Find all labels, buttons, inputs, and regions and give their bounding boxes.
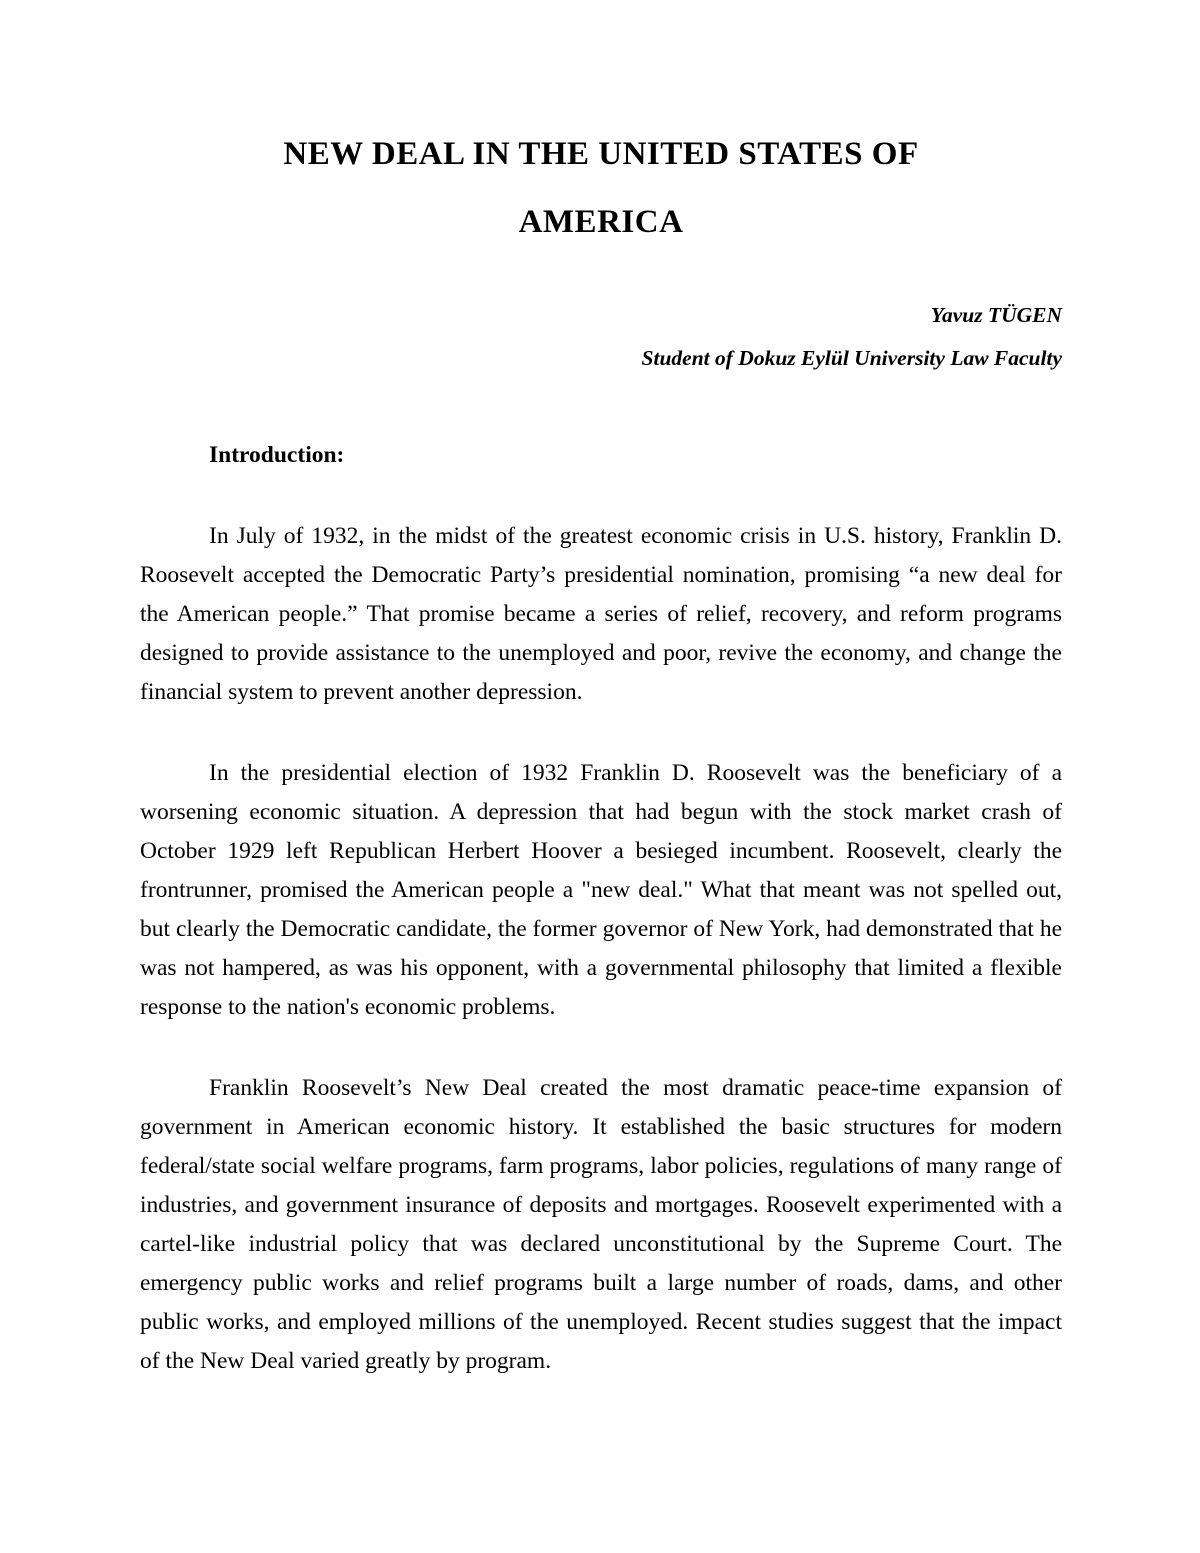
paragraph: In the presidential election of 1932 Franklin D. Roosevelt was the beneficiary of a worsening economic situation. A depression that had begun with the stock market crash of October 1929 left Republican Herbert Hoover a besieged incumbent. Roosevelt, clearly the frontrunner, promised the American people a "new deal." What that meant was not spelled out, but clearly the Democratic candidate, the former governor of New York, had demonstrated that he was not hampered, as was his opponent, with a governmental philosophy that limited a flexible response to the nation's economic problems. <box>140 760 1062 1020</box>
paragraph: In July of 1932, in the midst of the greatest economic crisis in U.S. history, Franklin D. Roosevelt accepted the Democratic Party’s presidential nomination, promising “a new deal for the American people.” That promise became a series of relief, recovery, and reform programs designed to provide assistance to the unemployed and poor, revive the economy, and change the financial system to prevent another depression. <box>140 523 1062 705</box>
paragraph: Franklin Roosevelt’s New Deal created the most dramatic peace-time expansion of government in American economic history. It established the basic structures for modern federal/state social welfare programs, farm programs, labor policies, regulations of many range of industries, and government insurance of deposits and mortgages. Roosevelt experimented with a cartel-like industrial policy that was declared unconstitutional by the Supreme Court. The emergency public works and relief programs built a large number of roads, dams, and other public works, and employed millions of the unemployed. Recent studies suggest that the impact of the New Deal varied greatly by program. <box>140 1075 1062 1374</box>
author-affiliation: Student of Dokuz Eylül University Law Faculty <box>641 346 1062 370</box>
document-title-line-1: NEW DEAL IN THE UNITED STATES OF <box>283 136 919 172</box>
author-block <box>140 294 1062 380</box>
document-title-line-2: AMERICA <box>518 204 684 240</box>
document-title <box>140 120 1062 256</box>
author-name: Yavuz TÜGEN <box>930 303 1062 327</box>
section-heading-introduction: Introduction: <box>209 442 345 468</box>
